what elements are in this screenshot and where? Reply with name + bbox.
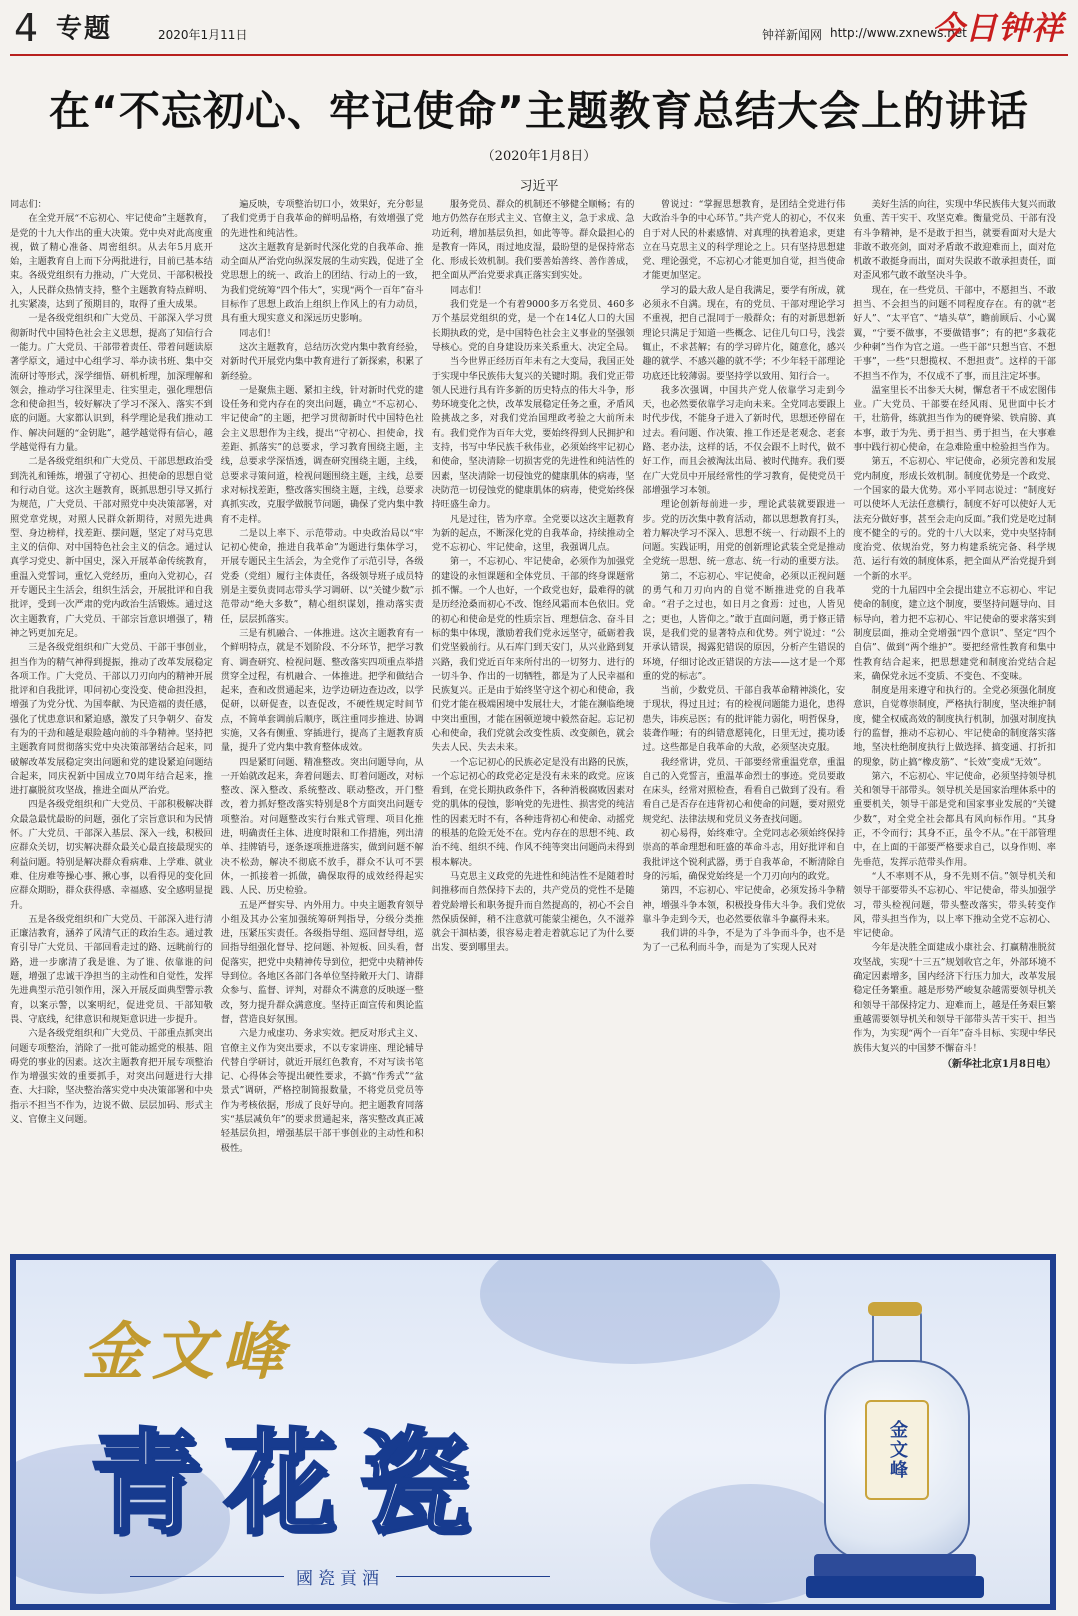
article-paragraph: 当今世界正经历百年未有之大变局，我国正处于实现中华民族伟大复兴的关键时期。我们党正带领人民进行具有许多新的历史特点的伟大斗争，形势环境变化之快，改革发展稳定任务之重，矛盾风险挑战之多，对我们党治国理政考验之大前所未有。我们党作为百年大党，要始终得到人民拥护和支持，书写中华民族千秋伟业，必须始终牢记初心和使命，坚决清除一切损害党的先进性和纯洁性的因素，坚决清除一切侵蚀党的健康肌体的病毒，坚决防范一切侵蚀党的健康肌体的病毒，使党始终保持旺盛生命力。 [431,356,635,511]
bottle-label-text: 金文峰 [887,1420,908,1480]
article-author: 习近平 [519,179,559,194]
article-paragraph: 服务党员、群众的机制还不够健全顺畅；有的地方仍然存在形式主义、官僚主义，急于求成、急功近利，增加基层负担，如此等等。群众最担心的是教育一阵风，雨过地皮湿，最盼望的是保持常态化、形成长效机制。我们要善始善终、善作善成，把全面从严治党要求真正落实到实处。 [431,199,635,282]
article-paragraph: 二是以上率下、示范带动。中央政治局以“牢记初心使命，推进自我革命”为题进行集体学习，开展专题民主生活会，为全党作了示范引导，各级党委（党组）履行主体责任，各级领导班子成员特别是主要负责同志带头学习调研、以“关键少数”示范带动“绝大多数”，精心组织谋划，推动落实责任，层层抓落实。 [220,527,424,625]
article-paragraph: 当前，少数党员、干部自我革命精神淡化，安于现状，得过且过；有的检视问题能力退化，患得患失，讳疾忌医；有的批评能力弱化，明哲保身，装聋作哑；有的纠错意愿钝化，日里无过，揽功诿过。这些都是自我革命的大敌，必须坚决克服。 [642,685,846,754]
article-paragraph: 制度是用来遵守和执行的。全党必须强化制度意识，自觉尊崇制度，严格执行制度，坚决维护制度，健全权威高效的制度执行机制，加强对制度执行的监督，推动不忘初心、牢记使命的制度落实落地，坚决杜绝制度执行上做选择、搞变通、打折扣的现象，防止搞“橡皮筋”、“长效”变成“无效”。 [853,685,1056,768]
article-paragraph: 我们党是一个有着9000多万名党员、460多万个基层党组织的党，是一个在14亿人口的大国长期执政的党，是中国特色社会主义事业的坚强领导核心。党的自身建设历来关系重大、决定全局。 [431,299,635,353]
article-column [221,198,424,1232]
issue-date: 2020年1月11日 [158,28,248,42]
article-paragraph: 一是各级党组织和广大党员、干部深入学习贯彻新时代中国特色社会主义思想，提高了知信行合一能力。广大党员、干部带着责任、带着问题读原著学原文，通过中心组学习、举办读书班、集中交流研讨等形式，深学细悟、研机析理，加深理解和领会，推动学习往深里走、往实里走，强化理想信念和使命担当，较好解决了学习不深入、落实不到底的问题。大家都认识到，科学理论是我们推动工作、解决问题的“金钥匙”，越学越觉得有信心，越学越觉得有力量。 [10,313,213,454]
article-paragraph: 二是各级党组织和广大党员、干部思想政治受到洗礼和锤炼，增强了守初心、担使命的思想自觉和行动自觉。这次主题教育，既抓思想引导又抓行为规范，广大党员、干部对照党中央决策部署，对照党章党规，对照人民群众新期待，对照先进典型、身边榜样，找差距、摆问题，坚定了对马克思主义的信仰、对中国特色社会主义的信念。通过认真学习党史、新中国史，深入开展革命传统教育，重温入党誓词，重忆入党经历，重向入党初心，召开专题民主生活会，组织生活会，开展批评和自我批评，受到一次严肃的党内政治生活锻炼。通过这次主题教育，广大党员、干部宗旨意识增强了，精神之钙更加充足。 [10,456,213,639]
section-title: 专题 [56,14,113,44]
article-paragraph: “人不率则不从，身不先则不信。”领导机关和领导干部要带头不忘初心、牢记使命，带头加强学习，带头检视问题，带头整改落实，带头转变作风，带头担当作为，以上率下推动全党不忘初心、牢记使命。 [853,870,1056,940]
article-paragraph: 第二，不忘初心、牢记使命，必须以正视问题的勇气和刀刃向内的自觉不断推进党的自我革命。“君子之过也，如日月之食焉：过也，人皆见之；更也，人皆仰之。”敢于直面问题，勇于修正错误，是我们党的显著特点和优势。列宁说过：“公开承认错误，揭露犯错误的原因，分析产生错误的环境，仔细讨论改正错误的方法——这才是一个郑重的党的标志”。 [642,570,846,682]
ad-border [10,1254,1056,1610]
article-paragraph: 在全党开展“不忘初心、牢记使命”主题教育，是党的十九大作出的重大决策。党中央对此高度重视，做了精心准备、周密组织。从去年5月底开始，主题教育自上而下分两批进行，目前已基本结束。各级党组织有力推动，广大党员、干部积极投入，人民群众热情支持，整个主题教育特点鲜明、扎实紧凑，达到了预期目的，取得了重大成果。 [10,213,213,311]
newspaper-logo: 今日钟祥 [931,9,1064,47]
article-title: 在“不忘初心、牢记使命”主题教育总结大会上的讲话 [49,87,1029,135]
article-paragraph: 凡是过往，皆为序章。全党要以这次主题教育为新的起点，不断深化党的自我革命，持续推动全党不忘初心、牢记使命，这里，我强调几点。 [431,513,635,554]
article-paragraph: 五是严督实导、内外用力。中央主题教育领导小组及其办公室加强统筹研判指导，分级分类推进，压紧压实责任。各级指导组、巡回督导组，巡回指导组强化督导、挖问题、补短板、回头看，督促落实，把党中央精神传导到位，把党中央精神传导到位。各地区各部门各单位坚持敞开大门、请群众参与、监督、评判，对群众不满意的反映逐一整改，努力提升群众满意度。坚持正面宣传和舆论监督，营造良好氛围。 [220,899,424,1025]
article-paragraph: 四是各级党组织和广大党员、干部积极解决群众最急最忧最盼的问题，强化了宗旨意识和为民情怀。广大党员、干部深入基层、深入一线，积极回应群众关切，切实解决群众最关心最直接最现实的利益问题。特别是解决群众看病难、上学难、就业难、住房难等操心事、揪心事，以看得见的变化回应群众期盼，群众获得感、幸福感、安全感明显提升。 [10,799,213,911]
article-paragraph: 我多次强调，中国共产党人依靠学习走到今天，也必然要依靠学习走向未来。全党同志要跟上时代步伐，不能身子进入了新时代，思想还停留在过去。看问题、作决策、推工作还是老观念、老套路、老办法，这样的话，不仅会跟不上时代，做不好工作，而且会被淘汰出局、被时代抛弃。我们要在广大党员中开展经常性的学习教育，促使党员干部增强学习本领。 [642,384,846,496]
article-paragraph: 三是有机融合、一体推进。这次主题教育有一个鲜明特点，就是不划阶段、不分环节，把学习教育、调查研究、检视问题、整改落实四项重点举措贯穿全过程，有机融合、一体推进。把学和做结合起来，查和改贯通起来，边学边研边查边改，以学促研，以研促查，以查促改，不硬性规定时间节点，不简单套调前后顺序，既注重同步推进、协调实施，又各有侧重、穿插进行，提高了主题教育质量，提升了党内集中教育整体成效。 [220,627,424,754]
article-column [432,198,635,1232]
article-date: （2020年1月8日） [481,149,597,164]
article-paragraph: 理论创新每前进一步，理论武装就要跟进一步。党的历次集中教育活动，都以思想教育打头，着力解决学习不深入、思想不统一、行动跟不上的问题。实践证明，用党的创新理论武装全党是推动全党统一思想、统一意志、统一行动的重要方法。 [642,499,846,568]
article-paragraph: 这次主题教育是新时代深化党的自我革命、推动全面从严治党向纵深发展的生动实践，促进了全党思想上的统一、政治上的团结、行动上的一致，为我们党统筹“四个伟大”，实现“两个一百年”奋斗目标作了思想上政治上组织上作风上的有力动员，具有重大现实意义和深远历史影响。 [220,241,424,325]
ad-brand-name: 金文峰 [82,1315,293,1388]
advertisement-banner[interactable] [10,1254,1056,1610]
article-paragraph: 同志们！ [239,327,276,339]
article-paragraph: 我经常讲，党员、干部要经常重温党章，重温自己的入党誓言，重温革命烈士的事迹。党员要敢在床头，经常对照检查，看看自己做到了没有。看看自己是否存在违背初心和使命的问题，要对照党规党纪、法律法规和党员义务查找问题。 [642,756,846,825]
article-paragraph: 同志们： [10,199,47,210]
article-paragraph: 同志们！ [449,284,487,296]
masthead [10,6,1068,56]
article-paragraph: 美好生活的向往，实现中华民族伟大复兴而敢负重、苦干实干、攻坚克难。衡量党员、干部有没有斗争精神，是不是敢于担当，就要看面对大是大非敢不敢亮剑，面对矛盾敢不敢迎难而上，面对危机敢不敢挺身而出，面对失误敢不敢承担责任，面对歪风邪气敢不敢坚决斗争。 [853,199,1056,282]
article-paragraph: 五是各级党组织和广大党员、干部深入进行清正廉洁教育，涵养了风清气正的政治生态。通过教育引导广大党员、干部回看走过的路、远眺前行的路，进一步廓清了我是谁、为了谁、依靠谁的问题，增强了忠诚干净担当的主动性和自觉性，发挥先进典型示范引领作用，深入开展反面典型警示教育，以案示警，以案明纪，促进党员、干部知敬畏、守底线，纪律意识和规矩意识进一步提升。 [10,913,213,1025]
article-paragraph: 现在，在一些党员、干部中，不愿担当、不敢担当、不会担当的问题不同程度存在。有的就“老好人”、“太平官”、“墙头草”，瞻前顾后、小心翼翼，“宁要不做事，不要做错事”；有的把“多栽花少种刺”当作为官之道。一些干部“只想当官、不想干事”，一些“只想揽权、不想担责”。这样的干部不担当不作为，不仅成不了事，而且注定坏事。 [853,284,1056,382]
article-column [10,198,213,1232]
page-number: 4 [14,6,39,50]
article-paragraph: 第四，不忘初心、牢记使命，必须发扬斗争精神，增强斗争本领，积极投身伟大斗争。我们党依靠斗争走到今天，也必然要依靠斗争赢得未来。 [642,885,846,925]
article-paragraph: 六是各级党组织和广大党员、干部重点抓突出问题专项整治，消除了一批可能动摇党的根基、阻碍党的事业的因素。这次主题教育把开展专项整治作为增强实效的重要抓手，对突出问题进行大排查、大扫除，坚决整治落实党中央决策部署和中央指示不担当不作为，边说不做、层层加码、形式主义、官僚主义问题。 [10,1028,213,1125]
article-paragraph: 六是力戒虚功、务求实效。把反对形式主义、官僚主义作为突出要求，不以专家讲座、理论辅导代替自学研讨，就近开展红色教育，不对写读书笔记、心得体会等提出硬性要求，不搞“作秀式”“盆景式”调研，严格控制简报数量，不将党员党员等作为考核依据，形成了良好导向。把主题教育同落实“基层减负年”的要求贯通起来，落实整改真正减轻基层负担，增强基层干部干事创业的主动性和积极性。 [220,1028,424,1154]
ad-product-name: 青花瓷 [90,1418,492,1549]
article-paragraph: 温室里长不出参天大树，懈怠者干不成宏图伟业。广大党员、干部要在经风雨、见世面中长才干，壮筋骨，练就担当作为的硬脊梁、铁肩膀、真本事，敢于为先、勇于担当、勇于担当，在大事难事中践行初心使命，在急难险重中检验担当作为。 [853,384,1056,454]
ad-slogan: 國瓷貢酒 [296,1569,384,1589]
article-column [853,198,1056,1232]
article-paragraph: 遍反映，专项整治切口小，效果好，充分彰显了我们党勇于自我革命的鲜明品格，有效增强了党的先进性和纯洁性。 [220,199,424,239]
article-paragraph: 第六，不忘初心、牢记使命，必须坚持领导机关和领导干部带头。领导机关是国家治理体系中的重要机关，领导干部是党和国家事业发展的“关键少数”，对全党全社会都具有风向标作用。“其身正，不令而行；其身不正，虽令不从。”在干部管理中，在上面的干部要严格要求自己，以身作则、率先垂范，发挥示范带头作用。 [853,770,1056,868]
site-url[interactable]: http://www.zxnews.net [830,26,967,40]
article-paragraph: 曾说过：“掌握思想教育，是团结全党进行伟大政治斗争的中心环节。”共产党人的初心，不仅来自于对人民的朴素感情、对真理的执着追求，更建立在马克思主义的科学理论之上。只有坚持思想建党、理论强党，不忘初心才能更加自觉，担当使命才能更加坚定。 [642,199,846,282]
article-paragraph: 四是紧盯问题、精准整改。突出问题导向，从一开始就改起来，奔着问题去、盯着问题改，对标整改、深入整改、系统整改、联动整改，开门整改，着力抓好整改落实特别是8个方面突出问题专项整治。对问题整改实行台账式管理、项目化推进，明确责任主体、进度时限和工作措施，列出清单、挂牌销号，逐条逐项推进落实，做到问题不解决不松劲，解决不彻底不放手，群众不认可不罢休，一抓接着一抓做，确保取得的成效经得起实践、人民、历史检验。 [220,756,424,897]
article-paragraph: 初心易得，始终难守。全党同志必须始终保持崇高的革命理想和旺盛的革命斗志，用好批评和自我批评这个锐利武器，勇于自我革命，不断清除自身的污垢，确保党始终是一个刀刃向内的政党。 [642,828,846,882]
article-paragraph: 党的十九届四中全会提出建立不忘初心、牢记使命的制度，建立这个制度，要坚持问题导向、目标导向，着力把不忘初心、牢记使命的要求落实到制度层面，推动全党增强“四个意识”、坚定“四个自信”、做到“两个维护”。要把经常性教育和集中性教育结合起来，把思想建党和制度治党结合起来，确保党永远不变质、不变色、不变味。 [853,585,1056,682]
article-paragraph: 这次主题教育，总结历次党内集中教育经验，对新时代开展党内集中教育进行了新探索，积累了新经验。 [220,341,424,382]
article-paragraph: 我们讲的斗争，不是为了斗争而斗争，也不是为了一己私利而斗争，而是为了实现人民对 [642,928,846,954]
article-paragraph: 三是各级党组织和广大党员、干部干事创业，担当作为的精气神得到提振，推动了改革发展稳定各项工作。广大党员、干部以刀刃向内的精神开展批评和自我批评，叩问初心变没变、使命担没担，增强了为党分忧、为国奉献、为民造福的责任感，强化了忧患意识和紧迫感，激发了只争朝夕、奋发有为的干劲和越是艰险越向前的斗争精神。坚持把主题教育同贯彻落实党中央决策部署结合起来，同破解改革发展稳定突出问题和党的建设紧迫问题结合起来，同庆祝新中国成立70周年结合起来，推进打赢脱贫攻坚战，推进全面从严治党。 [10,642,213,797]
article-paragraph: 一是聚焦主题、紧扣主线，针对新时代党的建设任务和党内存在的突出问题，确立“不忘初心、牢记使命”的主题，把学习贯彻新时代中国特色社会主义思想作为主线，提出“守初心、担使命，找差距、抓落实”的总要求，学习教育围绕主题，主线，总要求学深悟透，调查研究围绕主题，主线，总要求寻策问道，检视问题围绕主题，主线，总要求对标找差距，整改落实围绕主题，主线，总要求真抓实改，克服学做脱节问题，确保了党内集中教育不走样。 [220,384,424,525]
article-paragraph: 一个忘记初心的民族必定是没有出路的民族，一个忘记初心的政党必定是没有未来的政党。应该看到，在党长期执政条件下，各种消极腐败因素对党的肌体的侵蚀，影响党的先进性、损害党的纯洁性的因素无时不有，各种违背初心和使命、动摇党的根基的危险无处不在。党内存在的思想不纯、政治不纯、组织不纯、作风不纯等突出问题尚未得到根本解决。 [431,756,635,868]
site-name: 钟祥新闻网 [762,28,823,42]
article-body [10,198,1056,1232]
article-credit: （新华社北京1月8日电） [942,1058,1056,1070]
article-paragraph: 第五，不忘初心、牢记使命，必须完善和发展党内制度，形成长效机制。制度优势是一个政党、一个国家的最大优势。邓小平同志说过：“制度好可以使坏人无法任意横行，制度不好可以使好人无法充分做好事，甚至会走向反面。”我们党是吃过制度不健全的亏的。党的十八大以来，党中央坚持制度治党、依规治党，努力构建系统完备、科学规范、运行有效的制度体系，把全面从严治党提升到一个新的水平。 [853,456,1056,582]
article-paragraph: 今年是决胜全面建成小康社会、打赢精准脱贫攻坚战，实现“十三五”规划收官之年，外部环境不确定因素增多，国内经济下行压力加大，改革发展稳定任务繁重。越是形势严峻复杂越需要领导机关和领导干部保持定力、迎难而上，越是任务艰巨繁重越需要领导机关和领导干部带头苦干实干、担当作为，为实现“两个一百年”奋斗目标、实现中华民族伟大复兴的中国梦不懈奋斗！ [853,942,1056,1054]
article-paragraph: 学习的最大敌人是自我满足，要学有所成，就必须永不自满。现在，有的党员、干部对理论学习不重视，把自己混同于一般群众；有的对新思想新理论只满足于知道一些概念、记住几句口号，浅尝辄止，不求甚解；有的学习碎片化，随意化，感兴趣的就学、不感兴趣的就不学；不少年轻干部理论功底还比较薄弱。要坚持学以致用、知行合一。 [642,284,846,382]
article-column [642,198,845,1232]
article-paragraph: 马克思主义政党的先进性和纯洁性不是随着时间推移而自然保持下去的，共产党员的党性不是随着党龄增长和职务提升而自然提高的，初心不会自然保质保鲜，稍不注意就可能蒙尘褪色，久不滋养就会干涸枯萎，很容易走着走着就忘记了为什么要出发、要到哪里去。 [431,870,635,954]
article-paragraph: 第一，不忘初心、牢记使命，必须作为加强党的建设的永恒课题和全体党员、干部的终身课题常抓不懈。一个人也好，一个政党也好，最难得的就是历经沧桑而初心不改、饱经风霜而本色依旧。党的初心和使命是党的性质宗旨、理想信念、奋斗目标的集中体现，激励着我们党永远坚守，砥砺着我们党坚毅前行。从石库门到天安门，从兴业路到复兴路，我们党近百年来所付出的一切努力、进行的一切斗争、作出的一切牺牲，都是为了人民幸福和民族复兴。正是由于始终坚守这个初心和使命，我们党才能在极端困境中发展壮大，才能在濒临绝境中突出重围，才能在困顿逆境中毅然奋起。忘记初心和使命，我们党就会改变性质、改变颜色，就会失去人民、失去未来。 [431,556,635,754]
